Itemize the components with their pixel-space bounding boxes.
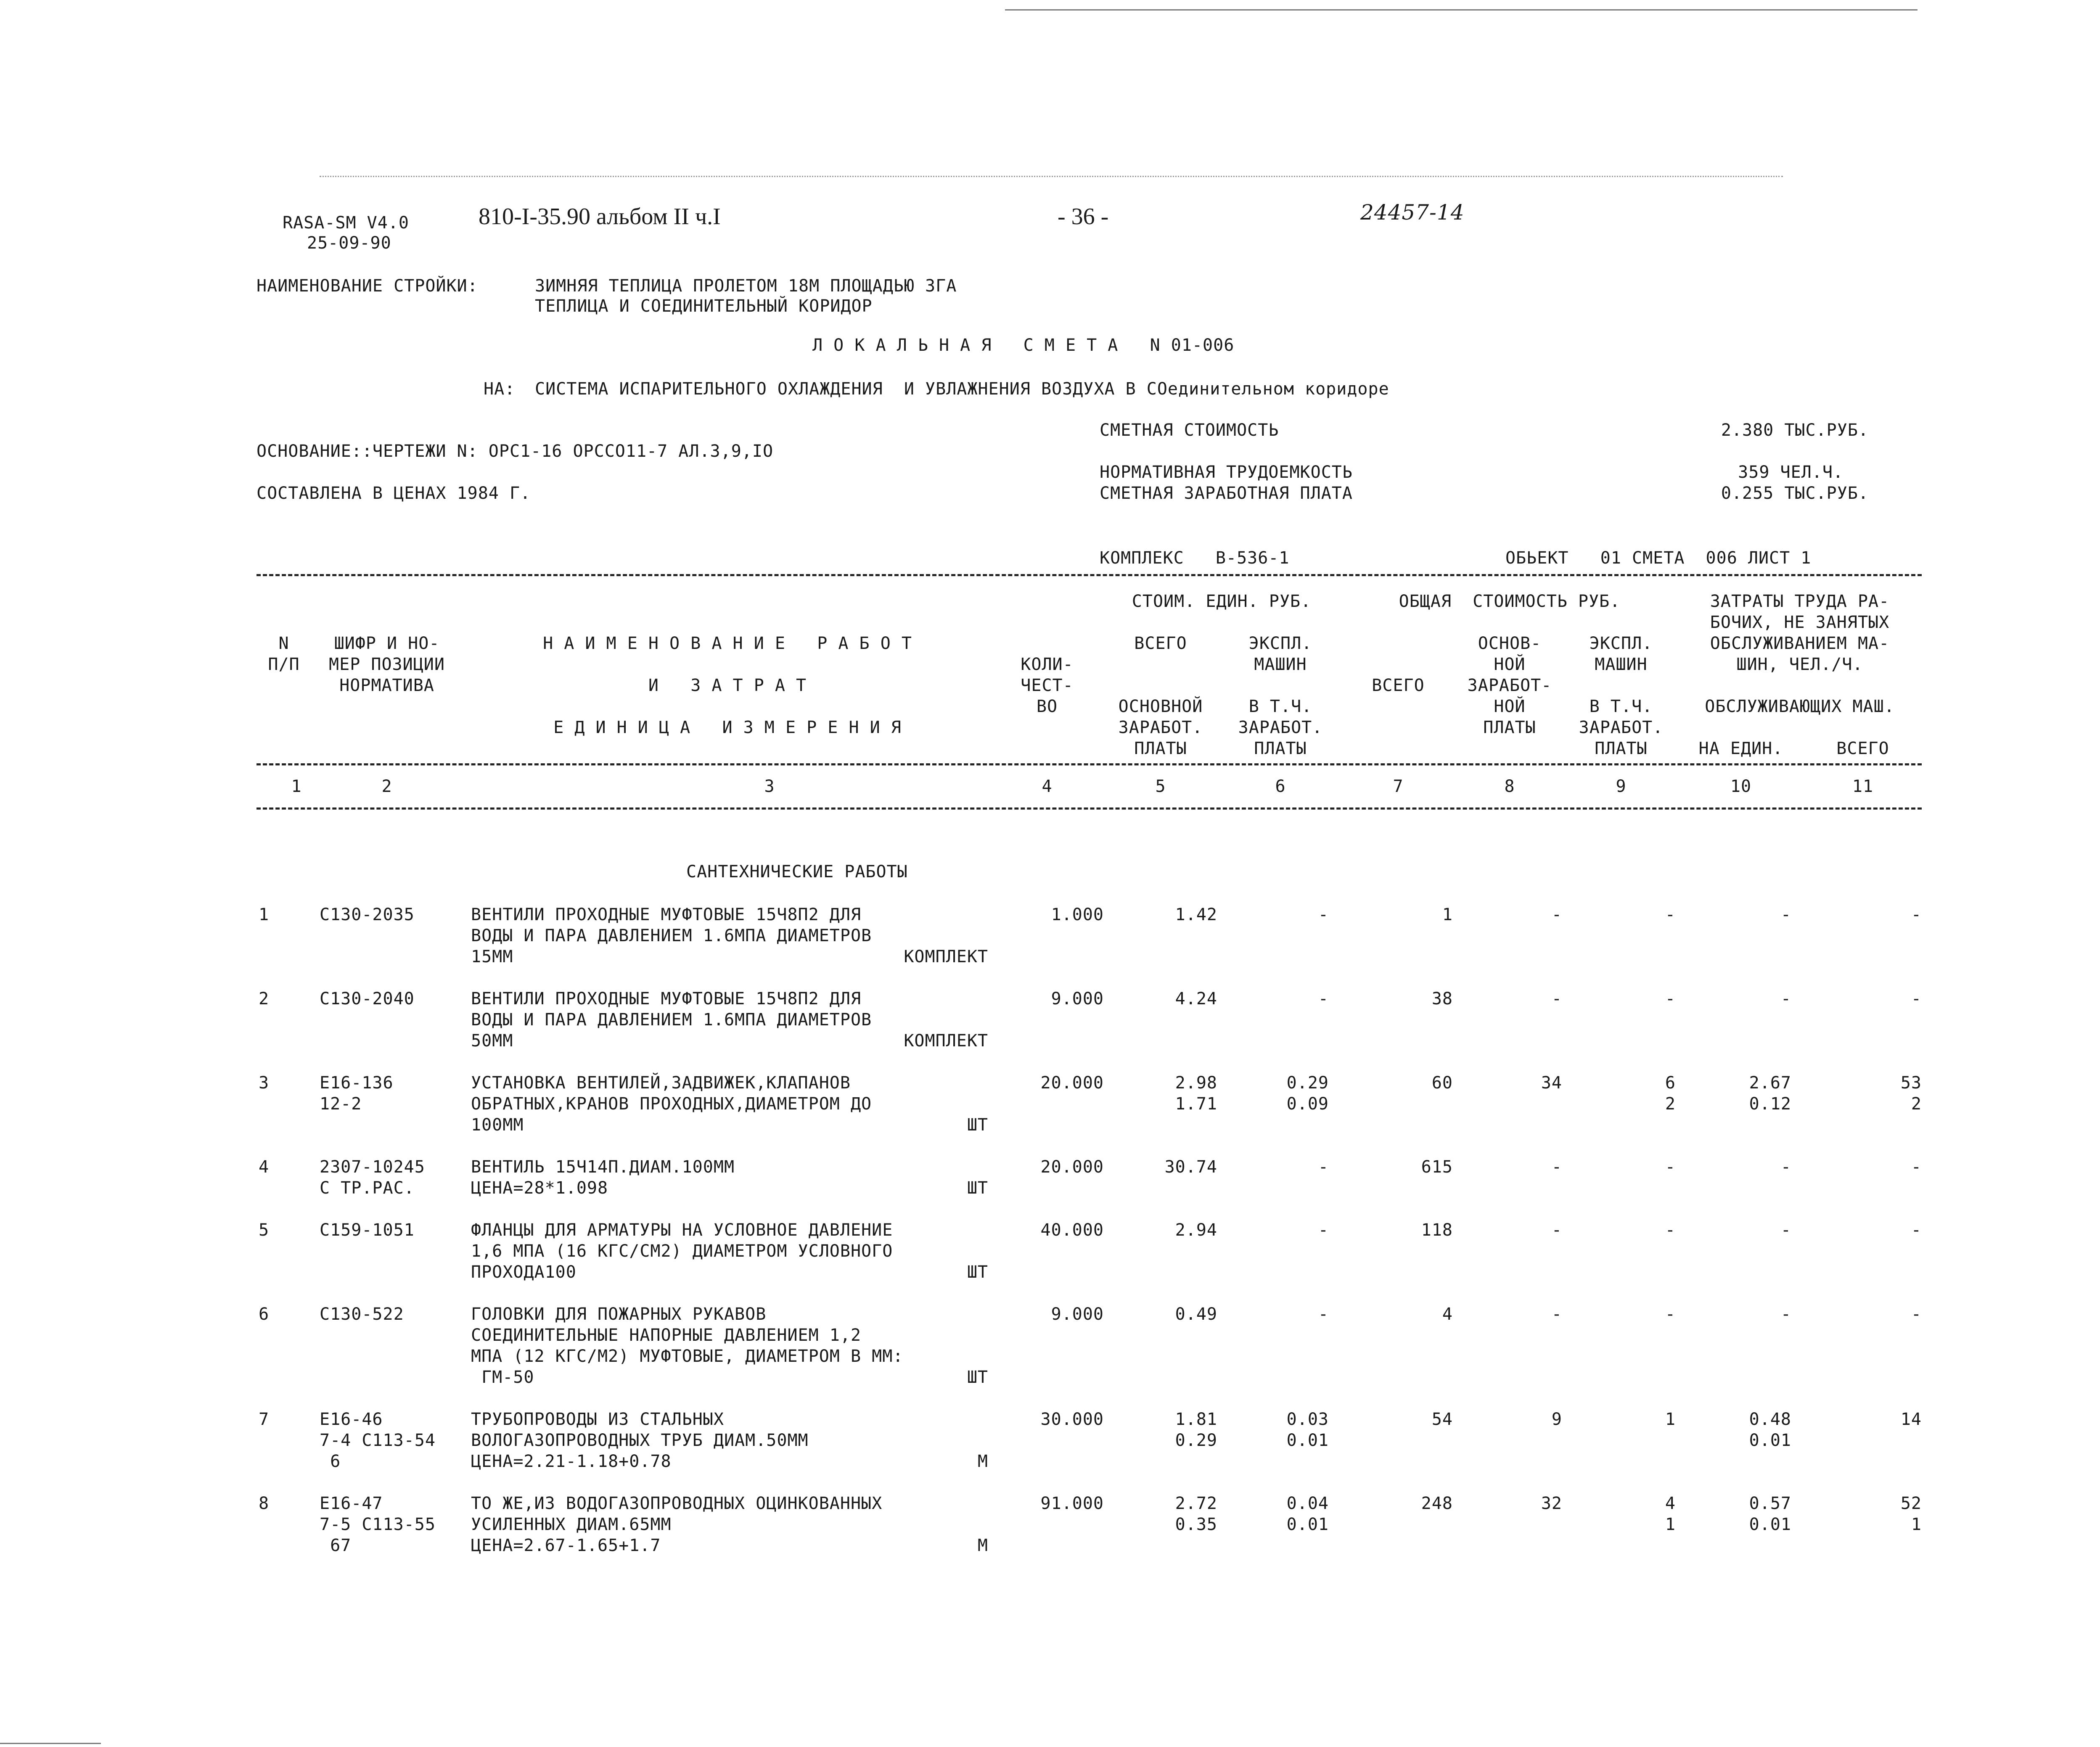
row-c10: - bbox=[1780, 1157, 1791, 1177]
row-number: 7 bbox=[259, 1410, 270, 1429]
row-c8: 34 bbox=[1541, 1073, 1562, 1093]
wage-fund-label: СМЕТНАЯ ЗАРАБОТНАЯ ПЛАТА bbox=[1100, 484, 1353, 503]
header-col5-wages: ОСНОВНОЙ ЗАРАБОТ. ПЛАТЫ bbox=[1118, 697, 1203, 758]
row-quantity: 20.000 bbox=[1040, 1073, 1104, 1093]
scan-dots-top bbox=[320, 176, 1783, 177]
row-c5: 2.98 1.71 bbox=[1175, 1073, 1217, 1114]
column-number-8: 8 bbox=[1504, 777, 1515, 796]
row-quantity: 9.000 bbox=[1051, 1305, 1104, 1324]
row-quantity: 40.000 bbox=[1040, 1220, 1104, 1240]
header-col7-total: ВСЕГО bbox=[1372, 676, 1425, 695]
row-number: 8 bbox=[259, 1494, 270, 1513]
row-code: С130-2035 bbox=[320, 905, 415, 924]
row-number: 4 bbox=[259, 1157, 270, 1177]
row-c6: 0.04 0.01 bbox=[1286, 1494, 1329, 1534]
construction-line-1: ЗИМНЯЯ ТЕПЛИЦА ПРОЛЕТОМ 18М ПЛОЩАДЬЮ 3ГА bbox=[535, 276, 957, 296]
header-col8-wages: ОСНОВ- НОЙ ЗАРАБОТ- НОЙ ПЛАТЫ bbox=[1467, 634, 1552, 737]
row-c9: - bbox=[1665, 1220, 1676, 1240]
row-quantity: 91.000 bbox=[1040, 1494, 1104, 1513]
row-c9: - bbox=[1665, 1157, 1676, 1177]
labor-intensity-value: 359 ЧЕЛ.Ч. bbox=[1738, 463, 1843, 482]
row-c5: 1.81 0.29 bbox=[1175, 1410, 1217, 1450]
row-c11: - bbox=[1911, 1305, 1922, 1324]
row-code: Е16-136 12-2 bbox=[320, 1073, 394, 1114]
row-c9: 4 1 bbox=[1665, 1494, 1676, 1534]
row-c5: 0.49 bbox=[1175, 1305, 1217, 1324]
header-bottom-rule bbox=[257, 807, 1922, 810]
row-c9: 6 2 bbox=[1665, 1073, 1676, 1114]
construction-line-2: ТЕПЛИЦА И СОЕДИНИТЕЛЬНЫЙ КОРИДОР bbox=[535, 296, 873, 316]
row-c6: - bbox=[1318, 905, 1329, 924]
row-c7: 1 bbox=[1442, 905, 1453, 924]
row-code: С130-2040 bbox=[320, 989, 415, 1008]
row-c7: 4 bbox=[1442, 1305, 1453, 1324]
row-c7: 118 bbox=[1421, 1220, 1453, 1240]
row-name: ФЛАНЦЫ ДЛЯ АРМАТУРЫ НА УСЛОВНОЕ ДАВЛЕНИЕ 1,6 МПА (16 КГС/СМ2) ДИАМЕТРОМ УСЛОВНОГО ПРОХОДА100 bbox=[471, 1220, 893, 1282]
header-numbers-rule bbox=[257, 763, 1922, 765]
row-c9: - bbox=[1665, 989, 1676, 1008]
row-c10: 0.48 0.01 bbox=[1749, 1410, 1791, 1450]
row-c10: - bbox=[1780, 1305, 1791, 1324]
handwritten-number: 24457-14 bbox=[1360, 200, 1465, 225]
header-col9-machines: ЭКСПЛ. МАШИН bbox=[1589, 634, 1653, 674]
wage-fund-value: 0.255 ТЫС.РУБ. bbox=[1721, 484, 1869, 503]
row-code: С159-1051 bbox=[320, 1220, 415, 1240]
row-unit: М bbox=[977, 1536, 988, 1555]
scan-edge-bottom bbox=[0, 1743, 101, 1744]
row-c10: 0.57 0.01 bbox=[1749, 1494, 1791, 1534]
row-quantity: 20.000 bbox=[1040, 1157, 1104, 1177]
scan-edge-top bbox=[1005, 9, 1918, 11]
column-number-5: 5 bbox=[1155, 777, 1166, 796]
page-number: - 36 - bbox=[1058, 204, 1109, 230]
row-c11: - bbox=[1911, 905, 1922, 924]
row-c7: 248 bbox=[1421, 1494, 1453, 1513]
estimated-cost-label: СМЕТНАЯ СТОИМОСТЬ bbox=[1100, 421, 1279, 440]
row-number: 2 bbox=[259, 989, 270, 1008]
row-c6: 0.03 0.01 bbox=[1286, 1410, 1329, 1450]
row-c5: 1.42 bbox=[1175, 905, 1217, 924]
row-c11: - bbox=[1911, 989, 1922, 1008]
estimated-cost-value: 2.380 ТЫС.РУБ. bbox=[1721, 421, 1869, 440]
basis-drawings: ОСНОВАНИЕ::ЧЕРТЕЖИ N: ОРС1-16 ОРССО11-7 АЛ.3,9,IO bbox=[257, 442, 774, 461]
row-c8: 32 bbox=[1541, 1494, 1562, 1513]
header-col11-total: ВСЕГО bbox=[1836, 739, 1889, 758]
row-code: Е16-47 7-5 С113-55 67 bbox=[320, 1494, 436, 1555]
row-c8: 9 bbox=[1551, 1410, 1562, 1429]
row-unit: ШТ bbox=[967, 1178, 988, 1198]
row-number: 1 bbox=[259, 905, 270, 924]
column-number-3: 3 bbox=[764, 777, 775, 796]
row-c10: - bbox=[1780, 989, 1791, 1008]
header-col10-per-unit: НА ЕДИН. bbox=[1698, 739, 1783, 758]
header-unit-cost: СТОИМ. ЕДИН. РУБ. bbox=[1132, 592, 1312, 611]
row-c8: - bbox=[1551, 1220, 1562, 1240]
row-c7: 60 bbox=[1431, 1073, 1453, 1093]
header-col5-total: ВСЕГО bbox=[1134, 634, 1187, 653]
header-col-name-2: И З А Т Р А Т bbox=[648, 676, 807, 695]
row-c7: 54 bbox=[1431, 1410, 1453, 1429]
row-code: С130-522 bbox=[320, 1305, 404, 1324]
labor-intensity-label: НОРМАТИВНАЯ ТРУДОЕМКОСТЬ bbox=[1100, 463, 1353, 482]
row-c6: - bbox=[1318, 1220, 1329, 1240]
row-c8: - bbox=[1551, 989, 1562, 1008]
row-quantity: 9.000 bbox=[1051, 989, 1104, 1008]
column-number-4: 4 bbox=[1042, 777, 1053, 796]
program-version: RASA-SM V4.0 bbox=[283, 213, 409, 233]
program-date: 25-09-90 bbox=[307, 233, 391, 253]
header-col-number: N П/П bbox=[268, 634, 300, 674]
estimate-title: Л О К А Л Ь Н А Я С М Е Т А N 01-006 bbox=[812, 336, 1235, 355]
row-c10: 2.67 0.12 bbox=[1749, 1073, 1791, 1114]
row-c11: - bbox=[1911, 1220, 1922, 1240]
row-c9: - bbox=[1665, 905, 1676, 924]
row-name: ВЕНТИЛЬ 15Ч14П.ДИАМ.100ММ ЦЕНА=28*1.098 bbox=[471, 1157, 735, 1198]
column-number-2: 2 bbox=[381, 777, 392, 796]
estimate-subject: СИСТЕМА ИСПАРИТЕЛЬНОГО ОХЛАЖДЕНИЯ И УВЛАЖНЕНИЯ ВОЗДУХА В СОединительном коридоре bbox=[535, 379, 1389, 399]
column-number-1: 1 bbox=[291, 777, 302, 796]
row-number: 3 bbox=[259, 1073, 270, 1093]
row-quantity: 30.000 bbox=[1040, 1410, 1104, 1429]
row-c8: - bbox=[1551, 1305, 1562, 1324]
column-number-10: 10 bbox=[1730, 777, 1752, 796]
row-name: ВЕНТИЛИ ПРОХОДНЫЕ МУФТОВЫЕ 15Ч8П2 ДЛЯ ВОДЫ И ПАРА ДАВЛЕНИЕМ 1.6МПА ДИАМЕТРОВ 50ММ bbox=[471, 989, 872, 1051]
section-title: САНТЕХНИЧЕСКИЕ РАБОТЫ bbox=[686, 862, 908, 881]
row-c10: - bbox=[1780, 1220, 1791, 1240]
column-number-9: 9 bbox=[1616, 777, 1627, 796]
header-col6-machines: ЭКСПЛ. МАШИН bbox=[1248, 634, 1312, 674]
row-c5: 4.24 bbox=[1175, 989, 1217, 1008]
table-top-rule bbox=[257, 574, 1922, 576]
object-sheet: ОБЬЕКТ 01 СМЕТА 006 ЛИСТ 1 bbox=[1505, 548, 1812, 568]
row-unit: ШТ bbox=[967, 1263, 988, 1282]
row-c5: 2.94 bbox=[1175, 1220, 1217, 1240]
row-c6: - bbox=[1318, 1157, 1329, 1177]
row-name: ТРУБОПРОВОДЫ ИЗ СТАЛЬНЫХ ВОЛОГАЗОПРОВОДНЫХ ТРУБ ДИАМ.50ММ ЦЕНА=2.21-1.18+0.78 bbox=[471, 1410, 809, 1471]
header-col-code: ШИФР И НО- МЕР ПОЗИЦИИ НОРМАТИВА bbox=[329, 634, 445, 695]
row-c6: - bbox=[1318, 1305, 1329, 1324]
row-unit: М bbox=[977, 1452, 988, 1471]
row-c8: - bbox=[1551, 1157, 1562, 1177]
header-col-name-1: Н А И М Е Н О В А Н И Е Р А Б О Т bbox=[543, 634, 912, 653]
complex-code: КОМПЛЕКС В-536-1 bbox=[1100, 548, 1290, 568]
column-number-11: 11 bbox=[1852, 777, 1874, 796]
row-name: УСТАНОВКА ВЕНТИЛЕЙ,ЗАДВИЖЕК,КЛАПАНОВ ОБРАТНЫХ,КРАНОВ ПРОХОДНЫХ,ДИАМЕТРОМ ДО 100ММ bbox=[471, 1073, 872, 1135]
row-unit: КОМПЛЕКТ bbox=[904, 947, 988, 966]
row-name: ВЕНТИЛИ ПРОХОДНЫЕ МУФТОВЫЕ 15Ч8П2 ДЛЯ ВОДЫ И ПАРА ДАВЛЕНИЕМ 1.6МПА ДИАМЕТРОВ 15ММ bbox=[471, 905, 872, 966]
row-c5: 2.72 0.35 bbox=[1175, 1494, 1217, 1534]
row-c7: 615 bbox=[1421, 1157, 1453, 1177]
row-c8: - bbox=[1551, 905, 1562, 924]
row-c11: 52 1 bbox=[1900, 1494, 1922, 1534]
row-code: 2307-10245 С ТР.РАС. bbox=[320, 1157, 425, 1198]
album-reference: 810-I-35.90 альбом II ч.I bbox=[479, 204, 721, 230]
row-c11: - bbox=[1911, 1157, 1922, 1177]
estimate-subject-label: НА: bbox=[484, 379, 516, 399]
row-c6: - bbox=[1318, 989, 1329, 1008]
header-col9-wages: В Т.Ч. ЗАРАБОТ. ПЛАТЫ bbox=[1579, 697, 1664, 758]
header-col10-11-service: ОБСЛУЖИВАЮЩИХ МАШ. bbox=[1705, 697, 1895, 716]
column-number-7: 7 bbox=[1393, 777, 1404, 796]
row-unit: ШТ bbox=[967, 1368, 988, 1387]
row-number: 5 bbox=[259, 1220, 270, 1240]
header-labor: ЗАТРАТЫ ТРУДА РА- БОЧИХ, НЕ ЗАНЯТЫХ ОБСЛУЖИВАНИЕМ МА- ШИН, ЧЕЛ./Ч. bbox=[1710, 592, 1890, 674]
header-total-cost: ОБЩАЯ СТОИМОСТЬ РУБ. bbox=[1399, 592, 1621, 611]
row-quantity: 1.000 bbox=[1051, 905, 1104, 924]
row-unit: ШТ bbox=[967, 1115, 988, 1135]
row-c9: 1 bbox=[1665, 1410, 1676, 1429]
header-col6-wages: В Т.Ч. ЗАРАБОТ. ПЛАТЫ bbox=[1238, 697, 1323, 758]
row-code: Е16-46 7-4 С113-54 6 bbox=[320, 1410, 436, 1471]
row-c11: 14 bbox=[1900, 1410, 1922, 1429]
row-c7: 38 bbox=[1431, 989, 1453, 1008]
row-c6: 0.29 0.09 bbox=[1286, 1073, 1329, 1114]
row-c11: 53 2 bbox=[1900, 1073, 1922, 1114]
row-name: ГОЛОВКИ ДЛЯ ПОЖАРНЫХ РУКАВОВ СОЕДИНИТЕЛЬНЫЕ НАПОРНЫЕ ДАВЛЕНИЕМ 1,2 МПА (12 КГС/М2) МУФТОВЫЕ, ДИАМЕТРОМ В ММ: ГМ-50 bbox=[471, 1305, 904, 1387]
column-number-6: 6 bbox=[1275, 777, 1286, 796]
row-c9: - bbox=[1665, 1305, 1676, 1324]
row-name: ТО ЖЕ,ИЗ ВОДОГАЗОПРОВОДНЫХ ОЦИНКОВАННЫХ УСИЛЕННЫХ ДИАМ.65ММ ЦЕНА=2.67-1.65+1.7 bbox=[471, 1494, 883, 1555]
row-c5: 30.74 bbox=[1164, 1157, 1217, 1177]
header-col-quantity: КОЛИ- ЧЕСТ- ВО bbox=[1021, 655, 1074, 716]
price-level: СОСТАВЛЕНА В ЦЕНАХ 1984 Г. bbox=[257, 484, 531, 503]
row-unit: КОМПЛЕКТ bbox=[904, 1031, 988, 1051]
construction-label: НАИМЕНОВАНИЕ СТРОЙКИ: bbox=[257, 276, 478, 296]
row-c10: - bbox=[1780, 905, 1791, 924]
header-col-name-3: Е Д И Н И Ц А И З М Е Р Е Н И Я bbox=[553, 718, 902, 737]
row-number: 6 bbox=[259, 1305, 270, 1324]
